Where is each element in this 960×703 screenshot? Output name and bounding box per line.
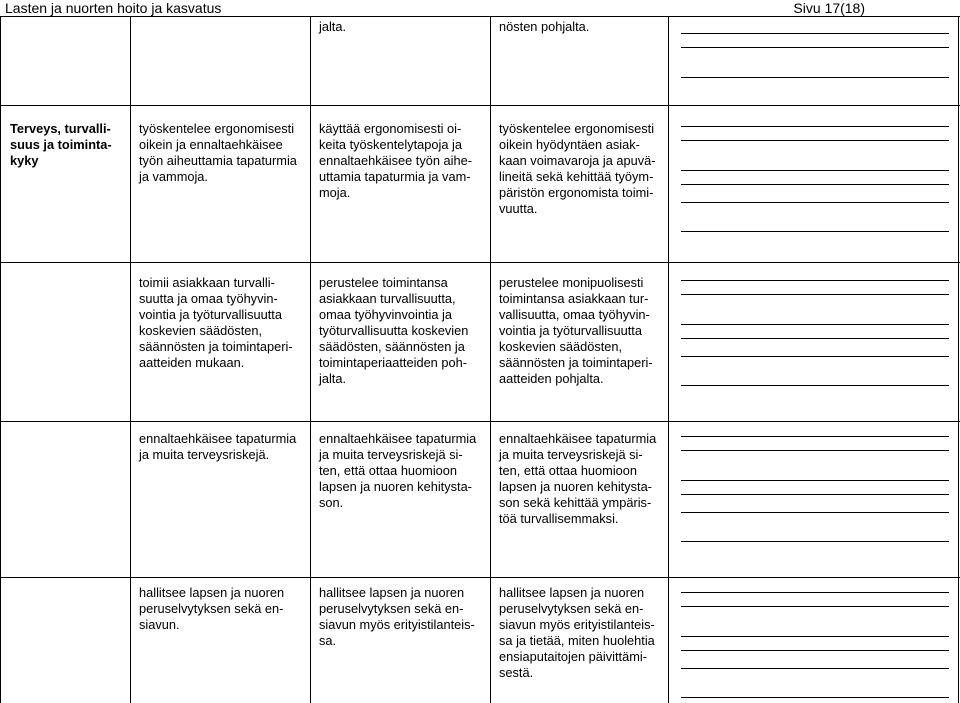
column-divider [668,17,669,703]
criterion-label: Terveys, turvalli- suus ja toiminta- kyky [10,121,112,168]
writing-line[interactable] [681,338,949,339]
writing-line[interactable] [681,480,949,481]
cell-text: käyttää ergonomisesti oi- keita työskentelytapoja ja ennaltaehkäisee työn aihe- uttamia tapaturmia ja vam- moja. [319,121,472,200]
writing-line[interactable] [681,77,949,78]
writing-line[interactable] [681,184,949,185]
column-divider [130,17,131,703]
column-divider [310,17,311,703]
writing-line[interactable] [681,324,949,325]
writing-line[interactable] [681,650,949,651]
column-divider [958,17,959,703]
cell-text: perustelee toimintansa asiakkaan turvallisuutta, omaa työhyvinvointia ja työturvallisuutta koskevien säädösten, säännösten ja toimintaperiaatteiden poh- jalta. [319,275,469,386]
page-header [0,0,960,17]
cell-text: hallitsee lapsen ja nuoren peruselvytyksen sekä en- siavun myös erityistilanteis- sa ja tietää, miten huolehtia ensiaputaitojen päivittämi- sestä. [499,585,655,680]
cell-text: hallitsee lapsen ja nuoren peruselvytyksen sekä en- siavun. [139,585,285,632]
assessment-table [0,17,960,703]
cell-text: hallitsee lapsen ja nuoren peruselvytyksen sekä en- siavun myös erityistilanteis- sa. [319,585,475,648]
writing-line[interactable] [681,494,949,495]
column-divider [490,17,491,703]
page-number: Sivu 17(18) [793,0,865,16]
writing-line[interactable] [681,668,949,669]
writing-line[interactable] [681,450,949,451]
writing-line[interactable] [681,436,949,437]
writing-line[interactable] [681,697,949,698]
writing-line[interactable] [681,636,949,637]
cell-text: ennaltaehkäisee tapaturmia ja muita terveysriskejä si- ten, että ottaa huomioon lapsen ja nuoren kehitysta- son. [319,431,477,510]
cell-text: nösten pohjalta. [499,19,590,34]
writing-line[interactable] [681,280,949,281]
row-divider [1,262,960,263]
document-title: Lasten ja nuorten hoito ja kasvatus [5,0,222,16]
cell-text: työskentelee ergonomisesti oikein ja ennaltaehkäisee työn aiheuttamia tapaturmia ja vammoja. [139,121,297,184]
row-divider [1,577,960,578]
writing-line[interactable] [681,356,949,357]
cell-text: työskentelee ergonomisesti oikein hyödyntäen asiak- kaan voimavaroja ja apuvä- lineitä sekä kehittää työym- päristön ergonomista toimi- vuutta. [499,121,656,216]
cell-text: ennaltaehkäisee tapaturmia ja muita terveysriskejä si- ten, että ottaa huomioon lapsen ja nuoren kehitysta- son sekä kehittää ympäris- töä turvallisemmaksi. [499,431,657,526]
cell-text: toimii asiakkaan turvalli- suutta ja omaa työhyvin- vointia ja työturvallisuutta koskevien säädösten, säännösten ja toimintaperi- aatteiden mukaan. [139,275,293,370]
row-divider [1,421,960,422]
cell-text: ennaltaehkäisee tapaturmia ja muita terveysriskejä. [139,431,297,462]
writing-line[interactable] [681,126,949,127]
writing-line[interactable] [681,592,949,593]
writing-line[interactable] [681,541,949,542]
writing-line[interactable] [681,170,949,171]
writing-line[interactable] [681,47,949,48]
cell-text: jalta. [319,19,347,34]
cell-text: perustelee monipuolisesti toimintansa asiakkaan tur- vallisuutta, omaa työhyvin- vointia ja työturvallisuutta koskevien säädösten, säännösten ja toimintaperi- aatteiden pohjalta. [499,275,653,386]
writing-line[interactable] [681,202,949,203]
writing-line[interactable] [681,385,949,386]
writing-line[interactable] [681,606,949,607]
writing-line[interactable] [681,294,949,295]
writing-line[interactable] [681,33,949,34]
row-divider [1,105,960,106]
writing-line[interactable] [681,140,949,141]
writing-line[interactable] [681,231,949,232]
writing-line[interactable] [681,512,949,513]
